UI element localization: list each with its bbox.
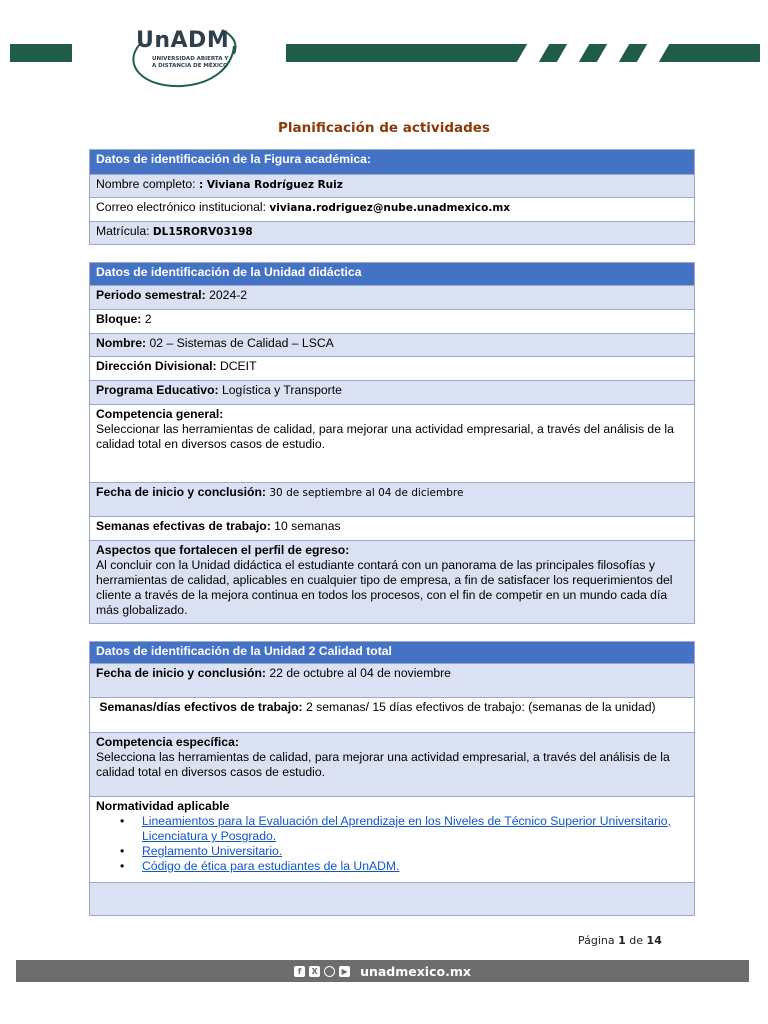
bloque-row: Bloque: 2	[90, 310, 695, 334]
footer-url[interactable]: unadmexico.mx	[360, 963, 471, 979]
facebook-icon[interactable]: f	[294, 966, 305, 977]
figura-academica-table	[89, 149, 695, 245]
x-icon[interactable]: X	[309, 966, 320, 977]
instagram-icon[interactable]	[324, 966, 335, 977]
semanas-unidad-row: Semanas efectivas de trabajo: 10 semanas	[90, 517, 695, 541]
direccion-row: Dirección Divisional: DCEIT	[90, 357, 695, 381]
unidad2-heading: Datos de identificación de la Unidad 2 Calidad total	[90, 642, 695, 664]
aspectos-egreso-row: Aspectos que fortalecen el perfil de egreso: Al concluir con la Unidad didáctica el estudiante contará con un panorama de las principales filosofías y herramientas de calidad, aplicables en cualquier tipo de empresa, a fin de satisfacer los requerimientos del cliente a través de la mejora continua en todos los procesos, con el fin de competir en un mundo cada día más globalizado.	[90, 541, 695, 624]
logo-title: UnADM	[136, 28, 230, 53]
figura-matricula-row: Matrícula: DL15RORV03198	[90, 222, 695, 245]
programa-row: Programa Educativo: Logística y Transporte	[90, 381, 695, 405]
competencia-general-row: Competencia general: Seleccionar las herramientas de calidad, para mejorar una actividad empresarial, a través del análisis de la calidad total en diversos casos de estudio.	[90, 405, 695, 483]
figura-heading: Datos de identificación de la Figura académica:	[90, 150, 695, 175]
unidad2-table	[89, 641, 695, 916]
unidad-didactica-table	[89, 262, 695, 624]
competencia-especifica-row: Competencia específica: Selecciona las herramientas de calidad, para mejorar una actividad empresarial, a través del análisis de la calidad total en diversos casos de estudio.	[90, 733, 695, 797]
link-codigo-etica[interactable]: • Código de ética para estudiantes de la UnADM.	[96, 859, 688, 874]
logo-subtitle: UNIVERSIDAD ABIERTA Y A DISTANCIA DE MÉXICO	[152, 56, 229, 69]
unidad2-fecha-row: Fecha de inicio y conclusión: 22 de octubre al 04 de noviembre	[90, 664, 695, 698]
header-bar-left	[10, 44, 72, 62]
unidad2-semanas-row: Semanas/días efectivos de trabajo: 2 semanas/ 15 días efectivos de trabajo: (semanas de la unidad)	[90, 698, 695, 733]
page-title: Planificación de actividades	[278, 120, 490, 136]
unidad-didactica-heading: Datos de identificación de la Unidad didáctica	[90, 263, 695, 286]
normatividad-row: Normatividad aplicable • Lineamientos para la Evaluación del Aprendizaje en los Niveles de Técnico Superior Universitario, Licenciatura y Posgrado. • Reglamento Universitario. • Código de ética para estudiantes de la UnADM.	[90, 797, 695, 883]
footer-bar	[16, 960, 749, 982]
figura-nombre-row: Nombre completo: : Viviana Rodríguez Ruiz	[90, 175, 695, 198]
unadm-logo	[122, 24, 240, 90]
figura-correo-row: Correo electrónico institucional: viviana.rodriguez@nube.unadmexico.mx	[90, 198, 695, 222]
empty-row	[90, 883, 695, 916]
link-lineamientos[interactable]: • Lineamientos para la Evaluación del Aprendizaje en los Niveles de Técnico Superior Universitario, Licenciatura y Posgrado.	[96, 814, 688, 844]
page-number: Página 1 de 14	[578, 934, 662, 947]
link-reglamento[interactable]: • Reglamento Universitario.	[96, 844, 688, 859]
header-bar-right	[286, 44, 760, 62]
fecha-unidad-row: Fecha de inicio y conclusión: 30 de septiembre al 04 de diciembre	[90, 483, 695, 517]
nombre-unidad-row: Nombre: 02 – Sistemas de Calidad – LSCA	[90, 334, 695, 357]
periodo-row: Periodo semestral: 2024-2	[90, 286, 695, 310]
youtube-icon[interactable]: ▶	[339, 966, 350, 977]
